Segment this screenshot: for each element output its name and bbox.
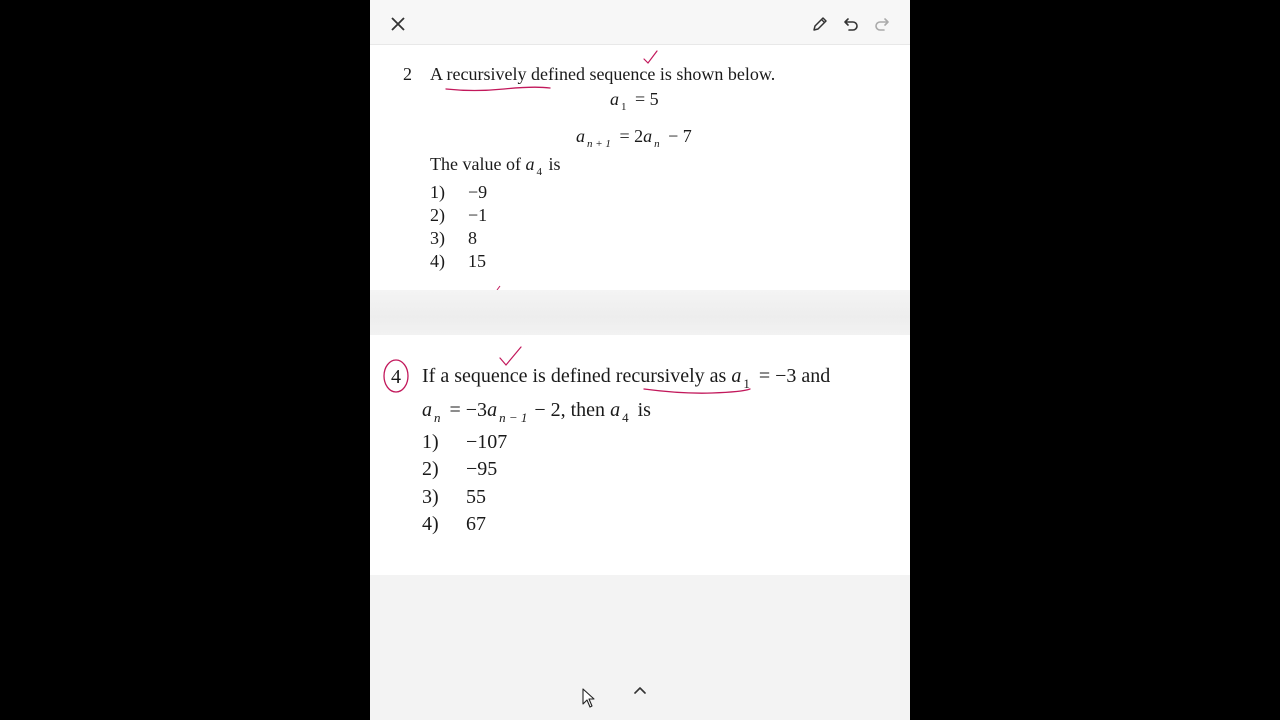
pencil-button[interactable]	[810, 14, 830, 34]
question-prompt-continued: a $_n$ = −3a $_{n - 1}$ − 2, then a $_4$ is	[422, 399, 651, 425]
answer-option[interactable]: 2) −1	[430, 205, 488, 225]
document-viewer	[370, 0, 910, 720]
annotation-toolbar	[370, 0, 910, 45]
question-2	[370, 45, 910, 290]
chevron-up-icon[interactable]	[632, 684, 648, 696]
answer-option[interactable]: 1) −107	[422, 431, 508, 453]
blank-page-area	[370, 575, 910, 720]
question-prompt: If a sequence is defined recursively as a $_1$ = −3 and	[422, 365, 831, 391]
question-prompt: A recursively defined sequence is shown below.	[430, 64, 776, 84]
page-gap	[370, 290, 910, 335]
answer-option[interactable]: 3) 55	[422, 486, 486, 508]
equation-base: a $_1$ = 5	[610, 89, 659, 113]
close-icon	[391, 17, 405, 31]
question-number: 2	[403, 64, 412, 84]
answer-option[interactable]: 1) −9	[430, 182, 488, 202]
undo-icon	[843, 16, 859, 32]
value-question: The value of a $_4$ is	[430, 154, 561, 178]
undo-button[interactable]	[841, 14, 861, 34]
answer-option[interactable]: 3) 8	[430, 228, 477, 248]
redo-button[interactable]	[872, 14, 892, 34]
question-number: 4	[391, 366, 401, 388]
answer-option[interactable]: 4) 15	[430, 251, 486, 271]
pencil-icon	[812, 16, 828, 32]
equation-recursive: a $_{n + 1}$ = 2a $_n$ − 7	[576, 126, 692, 150]
close-button[interactable]	[388, 14, 408, 34]
answer-option[interactable]: 4) 67	[422, 513, 486, 535]
answer-option[interactable]: 2) −95	[422, 458, 498, 480]
redo-icon	[874, 16, 890, 32]
question-4	[370, 335, 910, 575]
mouse-cursor-icon	[582, 688, 596, 708]
